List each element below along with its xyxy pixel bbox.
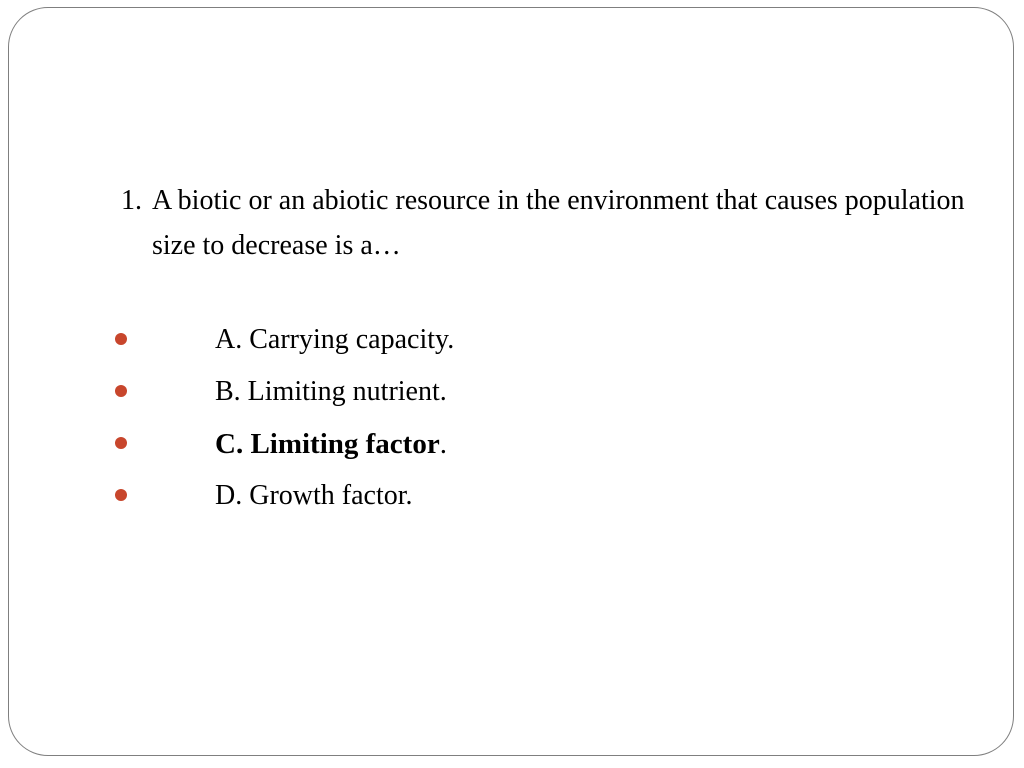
question [121,178,991,268]
option-c-period: . [439,428,447,460]
option-c-label: C. Limiting factor [215,428,440,460]
question-text: A biotic or an abiotic resource in the environment that causes population size to decrease is a… [152,185,965,261]
option-a-text: A. Carrying capacity. [215,324,455,355]
option-d-text: D. Growth factor. [215,480,413,511]
question-number: 1. [121,185,142,216]
bullet-icon [115,385,127,397]
bullet-icon [115,437,127,449]
bullet-icon [115,489,127,501]
bullet-icon [115,333,127,345]
slide-frame [8,7,1014,756]
option-b-text: B. Limiting nutrient. [215,376,447,407]
option-c-text [215,418,447,470]
